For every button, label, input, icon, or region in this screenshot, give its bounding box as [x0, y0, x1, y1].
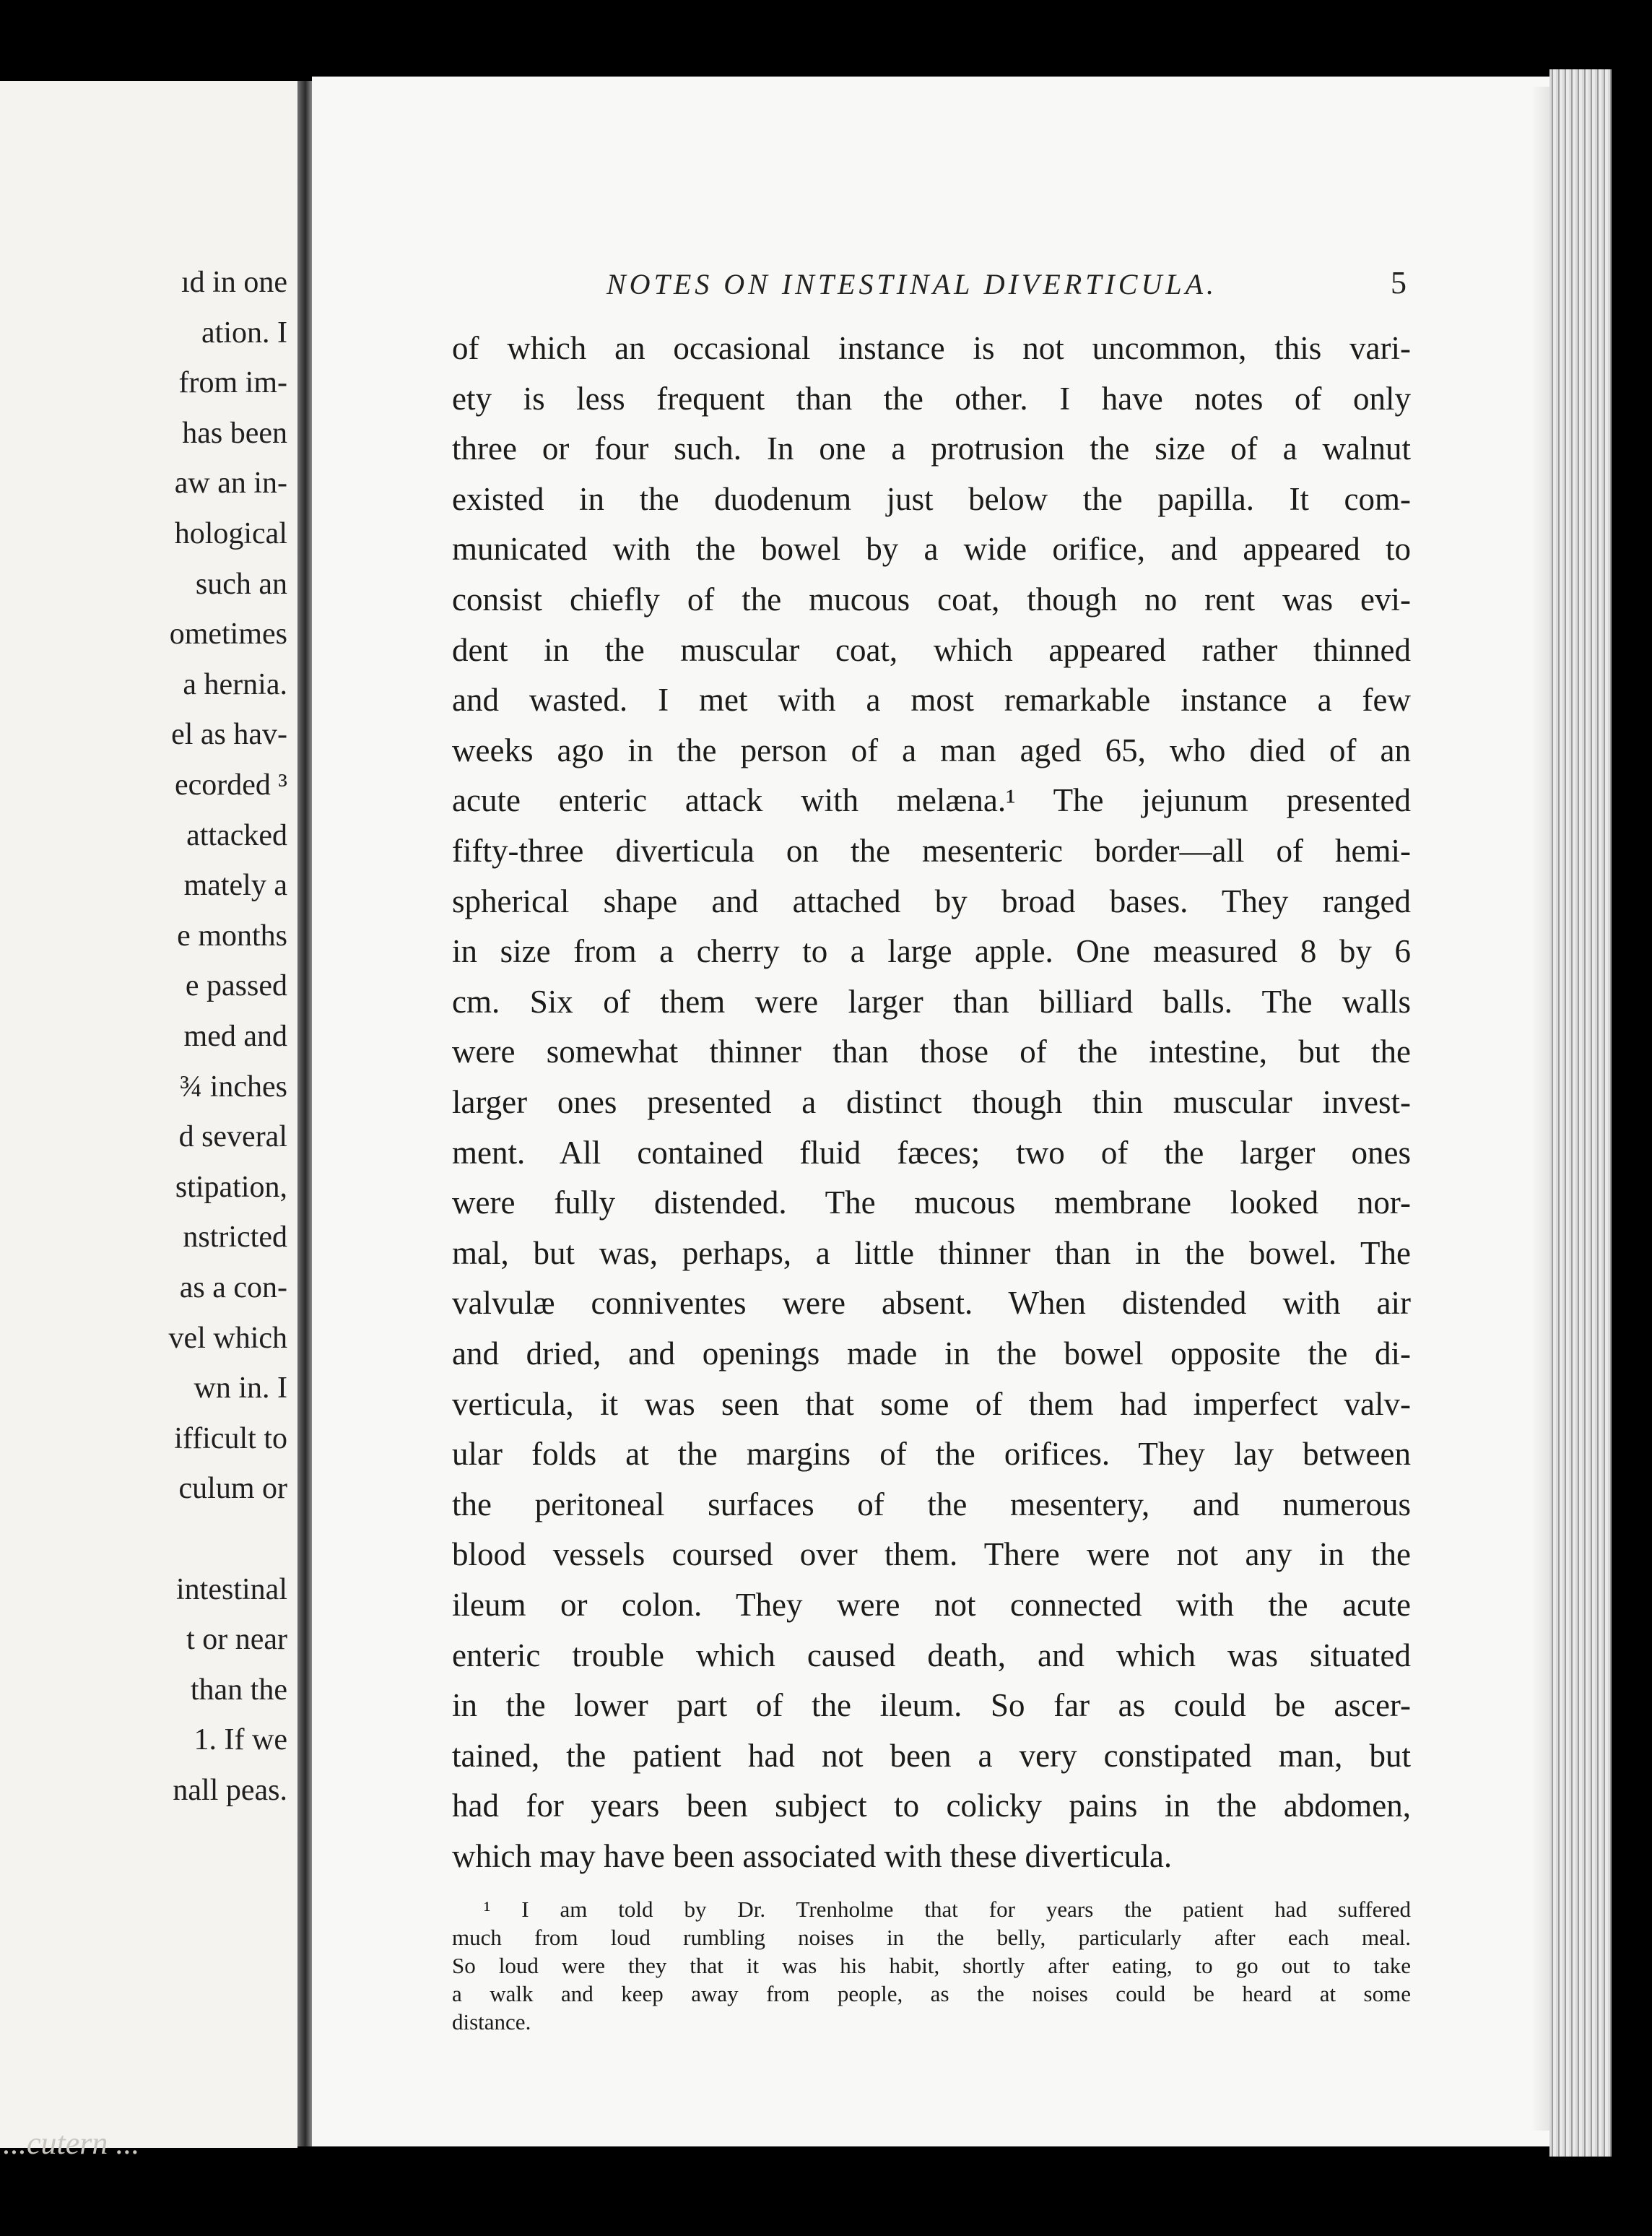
previous-page-line: ifficult to	[174, 1421, 287, 1455]
footnote-line: much from loud rumbling noises in the belly, particularly after each meal.	[452, 1925, 1411, 1950]
previous-page-line: a hernia.	[183, 667, 287, 701]
body-line: ety is less frequent than the other. I have notes of only	[452, 380, 1411, 417]
body-line: and dried, and openings made in the bowel opposite the di-	[452, 1335, 1411, 1372]
body-line: dent in the muscular coat, which appeared rather thinned	[452, 631, 1411, 668]
previous-page-line: has been	[182, 416, 287, 450]
body-line: ment. All contained fluid fæces; two of the larger ones	[452, 1134, 1411, 1171]
body-line: and wasted. I met with a most remarkable instance a few	[452, 682, 1411, 719]
previous-page-line: ecorded ³	[174, 768, 287, 802]
previous-page-line: 1. If we	[194, 1723, 287, 1757]
previous-page-line: ometimes	[169, 618, 287, 651]
previous-page-line: stipation,	[175, 1170, 287, 1204]
footnote-line: So loud were they that it was his habit, shortly after eating, to go out to take	[452, 1953, 1411, 1978]
previous-page-line: ¾ inches	[179, 1070, 287, 1104]
body-line: blood vessels coursed over them. There were not any in the	[452, 1536, 1411, 1573]
running-head: NOTES ON INTESTINAL DIVERTICULA.	[607, 268, 1218, 300]
body-line: valvulæ conniventes were absent. When distended with air	[452, 1285, 1411, 1322]
previous-page-line: culum or	[178, 1472, 287, 1506]
previous-page-line: e months	[177, 919, 287, 953]
body-line: were somewhat thinner than those of the intestine, but the	[452, 1034, 1411, 1070]
previous-page-line: med and	[183, 1020, 287, 1053]
body-line: mal, but was, perhaps, a little thinner than in the bowel. The	[452, 1234, 1411, 1271]
previous-page-fragment	[0, 81, 297, 2161]
previous-page-line: aw an in-	[174, 467, 287, 500]
previous-page-line: attacked	[186, 818, 287, 852]
body-line: which may have been associated with these diverticula.	[452, 1838, 1173, 1874]
book-gutter	[297, 81, 312, 2146]
body-line: had for years been subject to colicky pains in the abdomen,	[452, 1788, 1411, 1824]
body-line: of which an occasional instance is not uncommon, this vari-	[452, 330, 1411, 366]
body-line: tained, the patient had not been a very constipated man, but	[452, 1737, 1411, 1774]
previous-page-faint-note: ...cutern ...	[3, 2126, 140, 2161]
previous-page-line: such an	[195, 567, 287, 601]
previous-page-line: mately a	[183, 869, 287, 903]
footnote-line: ¹ I am told by Dr. Trenholme that for years the patient had suffered	[484, 1897, 1411, 1922]
previous-page-line: intestinal	[176, 1572, 287, 1606]
body-line: in size from a cherry to a large apple. One measured 8 by 6	[452, 933, 1411, 970]
previous-page-line: d several	[178, 1120, 287, 1154]
body-line: spherical shape and attached by broad bases. They ranged	[452, 883, 1411, 919]
page-number: 5	[1391, 265, 1407, 300]
body-line: acute enteric attack with melæna.¹ The jejunum presented	[452, 782, 1411, 819]
body-line: in the lower part of the ileum. So far as could be ascer-	[452, 1687, 1411, 1724]
previous-page-line: e passed	[185, 969, 287, 1003]
body-line: cm. Six of them were larger than billiard balls. The walls	[452, 983, 1411, 1020]
body-line: consist chiefly of the mucous coat, though no rent was evi-	[452, 581, 1411, 618]
body-line: three or four such. In one a protrusion the size of a walnut	[452, 430, 1411, 467]
body-line: the peritoneal surfaces of the mesentery, and numerous	[452, 1486, 1411, 1522]
previous-page-line: ation. I	[201, 316, 287, 350]
body-line: enteric trouble which caused death, and which was situated	[452, 1637, 1411, 1673]
body-line: weeks ago in the person of a man aged 65, who died of an	[452, 732, 1411, 768]
body-line: ileum or colon. They were not connected with the acute	[452, 1587, 1411, 1623]
footnote-line: a walk and keep away from people, as the noises could be heard at some	[452, 1981, 1411, 2006]
previous-page-line: as a con-	[179, 1271, 287, 1304]
previous-page-line: ıd in one	[181, 266, 287, 299]
page-edge-shadow	[1531, 87, 1549, 2131]
body-line: ular folds at the margins of the orifices. They lay between	[452, 1436, 1411, 1473]
previous-page-line: vel which	[168, 1321, 287, 1355]
previous-page-line: wn in. I	[194, 1372, 287, 1405]
body-line: larger ones presented a distinct though thin muscular invest-	[452, 1084, 1411, 1120]
previous-page-line: than the	[190, 1673, 287, 1707]
previous-page-line: nstricted	[183, 1221, 287, 1254]
body-line: municated with the bowel by a wide orifice, and appeared to	[452, 531, 1411, 568]
book-page-edges	[1549, 69, 1612, 2157]
previous-page-line: t or near	[186, 1623, 287, 1657]
previous-page-line: hological	[174, 517, 287, 550]
footnote-line: distance.	[452, 2009, 531, 2034]
body-line: existed in the duodenum just below the papilla. It com-	[452, 480, 1411, 517]
body-line: fifty-three diverticula on the mesenteric border—all of hemi-	[452, 833, 1411, 869]
previous-page-line: from im-	[178, 366, 287, 400]
body-line: verticula, it was seen that some of them had imperfect valv-	[452, 1385, 1411, 1422]
body-line: were fully distended. The mucous membrane looked nor-	[452, 1184, 1411, 1221]
previous-page-line: el as hav-	[171, 718, 287, 752]
previous-page-line: nall peas.	[173, 1774, 287, 1807]
